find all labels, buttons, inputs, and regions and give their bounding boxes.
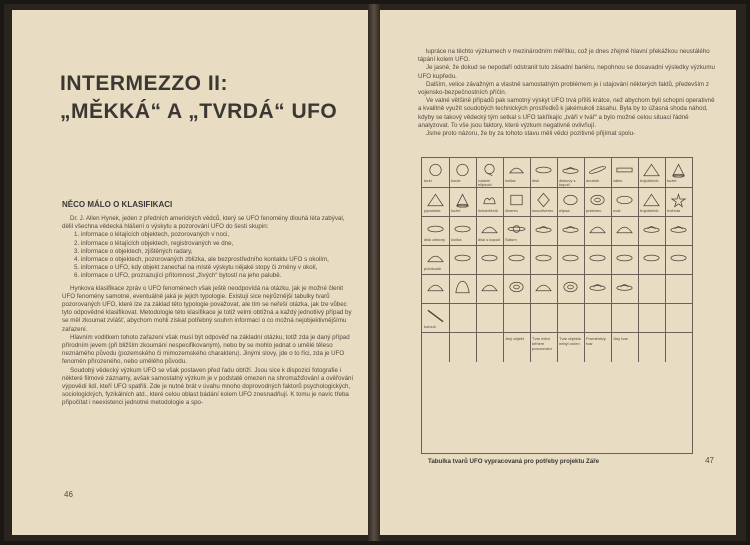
table-cell <box>638 246 665 275</box>
table-cell <box>611 246 638 275</box>
ufo-shape-icon <box>534 250 553 266</box>
table-cell <box>665 217 692 246</box>
table-cell <box>530 304 557 333</box>
table-cell-label: diskový s kopulí <box>559 179 576 187</box>
ufo-shape-icon <box>453 279 472 295</box>
table-cell-label: disk obecný <box>424 238 446 242</box>
ufo-shape-icon <box>453 221 472 237</box>
ufo-shape-icon <box>669 162 688 178</box>
table-cell-label: pyramida <box>424 209 441 213</box>
ufo-shape-icon <box>588 221 607 237</box>
table-cell <box>557 188 584 217</box>
table-cell-label: Tvar mění během pozorování <box>532 336 552 351</box>
table-cell <box>449 333 476 362</box>
table-cell <box>665 275 692 304</box>
ufo-shape-icon <box>453 162 472 178</box>
ufo-shape-icon <box>426 221 445 237</box>
table-cell <box>503 246 530 275</box>
table-cell <box>638 333 665 362</box>
table-cell <box>503 158 530 187</box>
paragraph: Je jasné, že dokud se nepodaří odstranit tuto zásadní bariéru, nepohnou se dosavadní výsledky výzkumu UFO kupředu. <box>418 64 715 80</box>
ufo-shape-icon <box>534 221 553 237</box>
table-cell <box>503 188 530 217</box>
table-cell <box>476 188 503 217</box>
left-body <box>62 215 357 408</box>
table-cell <box>611 217 638 246</box>
ufo-shape-icon <box>615 221 634 237</box>
table-cell <box>557 304 584 333</box>
table-cell <box>665 158 692 187</box>
table-cell <box>665 246 692 275</box>
table-cell-label: Jiný objekt <box>505 336 524 341</box>
list-item: 1. informace o létajících objektech, pozorovaných v noci, <box>74 231 230 239</box>
paragraph: Hynkova klasifikace zpráv o UFO fenoménech však ještě neodpovídá na otázku, jak je možné členit UFO fenomény samotné, eventuálně jaká je jejich typologie. Existují sice nejrůznější tabulky tvarů pozorovaných UFO, které lze za základ této typologie považovat, ale tím se neřeší otázka, jak lze vůbec tyto odpovědné klasifikovat. Metodologie této klasifikace je totiž velmi obtížná a každý jednotlivý případ by se měl zkoumat zvlášť, abychom mohli získat potřebný souhrn informací o co možná nejobjektivnějšímu zařazení. <box>62 284 352 333</box>
table-cell <box>449 188 476 217</box>
ufo-shape-icon <box>561 192 580 208</box>
table-cell-label: hvězda <box>667 209 680 213</box>
ufo-shape-icon <box>453 250 472 266</box>
table-cell <box>665 304 692 333</box>
table-cell <box>611 158 638 187</box>
table-cell <box>611 275 638 304</box>
ufo-shape-icon <box>426 162 445 178</box>
table-row <box>422 216 692 246</box>
ufo-shape-table <box>421 157 693 454</box>
table-cell <box>530 275 557 304</box>
chapter-title-line2: „MĚKKÁ“ A „TVRDÁ“ UFO <box>60 100 338 123</box>
table-cell <box>584 246 611 275</box>
table-cell <box>530 188 557 217</box>
list-item: 3. informace o objektech, zjištěných radary, <box>74 247 193 255</box>
table-cell <box>530 333 557 362</box>
table-cell <box>422 304 449 333</box>
ufo-shape-icon <box>480 250 499 266</box>
table-cell <box>449 246 476 275</box>
table-cell <box>422 158 449 187</box>
table-cell <box>422 217 449 246</box>
table-cell <box>584 333 611 362</box>
book-gutter <box>368 4 380 541</box>
table-row <box>422 245 692 275</box>
table-cell-label: prstenec <box>586 209 602 213</box>
table-cell <box>584 304 611 333</box>
paragraph: Dalším, velice závažným a vlastně samostatným problémem je i utajování některých faktů, především z vojensko-bezpečnostních příčin. <box>418 80 710 97</box>
table-cell <box>557 217 584 246</box>
ufo-shape-icon <box>480 279 499 295</box>
page-number-left: 46 <box>64 490 73 499</box>
ufo-shape-icon <box>615 250 634 266</box>
ufo-shape-icon <box>669 221 688 237</box>
table-cell <box>530 246 557 275</box>
ufo-shape-icon <box>669 250 688 266</box>
ufo-shape-icon <box>534 162 553 178</box>
chapter-title-line1: INTERMEZZO II: <box>60 72 228 95</box>
table-cell <box>611 304 638 333</box>
ufo-shape-icon <box>615 279 634 295</box>
ufo-shape-icon <box>669 192 688 208</box>
list-item: 6. informace o UFO, prozrazující přítomnost „živých“ bytostí na jeho palubě. <box>74 272 282 280</box>
table-cell-label: rotační elipsoid <box>478 179 492 187</box>
page-number-right: 47 <box>705 456 714 465</box>
ufo-shape-icon <box>561 250 580 266</box>
table-row <box>422 303 692 333</box>
table-cell <box>503 217 530 246</box>
table-cell-label: kruh <box>424 179 432 183</box>
table-cell <box>665 333 692 362</box>
table-cell <box>557 333 584 362</box>
ufo-shape-icon <box>561 162 580 178</box>
table-cell <box>557 275 584 304</box>
table-cell-label: polokoule <box>424 267 442 271</box>
paragraph: Jsme proto názoru, že by za tohoto stavu měli vědci pozitivně přijímat spolu- <box>426 130 636 138</box>
book-spread <box>4 4 746 541</box>
table-caption: Tabulka tvarů UFO vypracovaná pro potřeby projektu Záře <box>428 458 600 465</box>
table-row <box>422 187 692 217</box>
left-page <box>12 10 368 535</box>
ufo-shape-icon <box>507 221 526 237</box>
ufo-shape-icon <box>480 162 499 178</box>
ufo-shape-icon <box>561 221 580 237</box>
table-cell <box>503 304 530 333</box>
ufo-shape-icon <box>507 162 526 178</box>
right-page <box>380 10 736 535</box>
paragraph: Hlavním voditkem tohoto zařazení však musí být odpověď na základní otázku, totiž zda je daný případ přírodním jevem (při bližším zkoumání nespecifikovaným), nebo by se mohlo jednat o umělé těleso neznámého původu (pozemského či mimozemského charakteru). Jinými slovy, jde o to říci, zda je UFO fenomén přirozeného, nebo umělého původu. <box>62 333 350 366</box>
table-cell <box>476 158 503 187</box>
ufo-shape-icon <box>480 192 499 208</box>
ufo-shape-icon <box>588 279 607 295</box>
table-cell <box>449 158 476 187</box>
ufo-shape-icon <box>642 250 661 266</box>
table-row <box>422 332 692 362</box>
table-cell <box>611 333 638 362</box>
ufo-shape-icon <box>642 192 661 208</box>
ufo-shape-icon <box>615 162 634 178</box>
table-cell-label: válec <box>613 179 623 183</box>
ufo-shape-icon <box>426 308 445 324</box>
table-cell <box>638 275 665 304</box>
ufo-shape-icon <box>642 162 661 178</box>
table-cell-label: kužel <box>451 209 461 213</box>
table-cell <box>503 275 530 304</box>
table-cell-label: Proměnlivý tvar <box>586 336 606 346</box>
ufo-shape-icon <box>426 250 445 266</box>
table-cell-label: kužel <box>667 179 677 183</box>
paragraph: Ve valné většině případů pak samotný výskyt UFO trvá příliš krátce, než abychom byli schopni operativně a kvalitně využít soudobých technických prostředků k jakémukoli zásahu. Byla by to úžasná shoda náhod, kdyby se takový vědecký tým setkal s UFO takříkajíc „tváří v tvář“ a bylo možné celou situaci řádně analyzovat. To vše jsou faktory, které výzkum negativně ovlivňují. <box>418 97 715 129</box>
ufo-shape-icon <box>534 279 553 295</box>
ufo-shape-icon <box>507 279 526 295</box>
paragraph: lupráce na těchto výzkumech v mezinárodním měřítku, což je dnes zřejmě hlavní překážkou neustálého tápání kolem UFO. <box>418 48 710 64</box>
paragraph: Dr. J. Allen Hynek, jeden z předních amerických vědců, který se UFO fenomény dlouhá léta zabýval, dělil všechna vědecká hlášení o výskytu a pozorování UFO do šesti skupin: <box>62 215 345 231</box>
table-cell-label: trojúhelník <box>640 209 659 213</box>
ufo-shape-icon <box>507 192 526 208</box>
table-cell-label: kotouč <box>424 325 436 329</box>
table-cell <box>503 333 530 362</box>
table-cell <box>638 188 665 217</box>
table-cell-label: Saturn <box>505 238 517 242</box>
table-cell-label: Jiný tvar <box>613 336 628 341</box>
table-cell-label: elipsa <box>559 209 570 213</box>
table-cell <box>476 217 503 246</box>
table-cell <box>449 217 476 246</box>
table-cell <box>449 304 476 333</box>
table-cell-label: trojúhelník <box>640 179 659 183</box>
classification-list <box>62 231 357 280</box>
list-item: 2. informace o létajících objektech, registrovaných ve dne, <box>74 239 234 247</box>
ufo-shape-icon <box>588 162 607 178</box>
ufo-shape-icon <box>426 279 445 295</box>
ufo-shape-icon <box>615 192 634 208</box>
table-cell <box>422 246 449 275</box>
table-cell <box>530 158 557 187</box>
chapter-title <box>60 70 350 126</box>
ufo-shape-icon <box>534 192 553 208</box>
table-cell <box>422 275 449 304</box>
table-cell-label: kosočtverec <box>532 209 554 213</box>
table-cell <box>584 275 611 304</box>
table-cell <box>638 158 665 187</box>
ufo-shape-icon <box>426 192 445 208</box>
right-body <box>418 48 718 138</box>
list-item: 4. informace o objektech, pozorovaných zblízka, ale bezprostředního kontaktu UFO s okolím, <box>74 256 329 264</box>
table-cell-label: disk s kopulí <box>478 238 501 242</box>
table-cell-label: lichoběžník <box>478 209 499 213</box>
table-cell <box>449 275 476 304</box>
table-cell <box>530 217 557 246</box>
table-cell-label: čtverec <box>505 209 518 213</box>
table-cell <box>665 188 692 217</box>
list-item: 5. informace o UFO, kdy objekt zanechal na místě výskytu nějaké stopy či změny v okolí, <box>74 264 318 272</box>
table-cell-label: čočka <box>505 179 516 183</box>
ufo-shape-icon <box>588 192 607 208</box>
ufo-shape-icon <box>588 250 607 266</box>
table-cell <box>584 217 611 246</box>
table-cell <box>422 188 449 217</box>
table-cell <box>476 246 503 275</box>
ufo-shape-icon <box>561 279 580 295</box>
ufo-shape-icon <box>453 192 472 208</box>
table-cell <box>638 304 665 333</box>
table-cell <box>476 333 503 362</box>
ufo-shape-icon <box>507 250 526 266</box>
table-cell <box>584 188 611 217</box>
table-cell <box>638 217 665 246</box>
section-title: NĚCO MÁLO O KLASIFIKACI <box>62 200 173 209</box>
table-row <box>422 274 692 304</box>
table-cell <box>476 275 503 304</box>
table-cell-label: disk <box>532 179 540 183</box>
table-cell <box>584 158 611 187</box>
table-cell-label: doutník <box>586 179 600 183</box>
table-cell <box>476 304 503 333</box>
paragraph: Soudobý vědecký výzkum UFO se však postaven před řadu obtíží. Jsou sice k dispozici fotografie i některé filmové záznamy, avšak samostatný výzkum je v podstatě omezen na shromažďování a ověřování výpovědí lidí, kteří UFO spatřili. Zde je nutné brát v úvahu mnoho doprovodných faktorů psychologických, sociologických, fyzikálních atd., které celou oblast bádání kolem UFO znesnadňují. K tomu je navíc třeba připočítat i neexistenci jednotné metodologie a spo- <box>62 366 354 407</box>
ufo-shape-icon <box>642 221 661 237</box>
table-cell-label: čočka <box>451 238 462 242</box>
table-cell <box>557 158 584 187</box>
table-cell-label: koule <box>451 179 461 183</box>
table-cell <box>557 246 584 275</box>
table-cell-label: ovál <box>613 209 621 213</box>
table-cell <box>422 333 449 362</box>
table-cell-label: Tvar objektu nebyl určen <box>559 336 582 346</box>
table-cell <box>611 188 638 217</box>
table-row <box>422 158 692 187</box>
ufo-shape-icon <box>480 221 499 237</box>
